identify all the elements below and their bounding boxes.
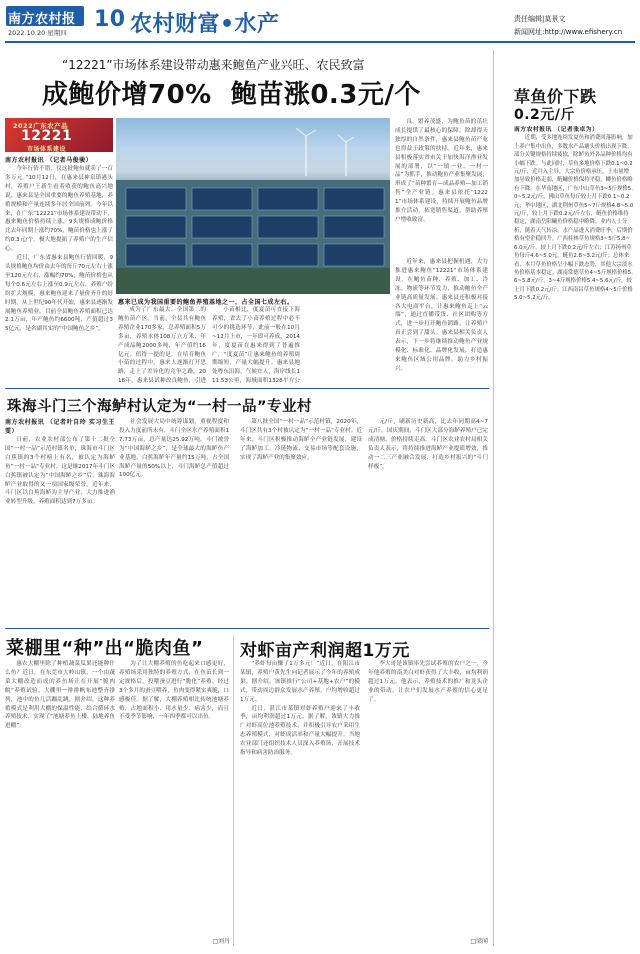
story4-column-2 bbox=[368, 660, 488, 932]
lead-text-1: 今年行情不错，仅这批鲍鱼就卖了一百多万元。”10月12日，在惠来县神泉镇港头村，养殖户王新生看着收获的鲍鱼高兴地说。惠来县是全国重要的鲍鱼养殖基地，养殖规模和产量连续多年居全国前列。今年以来，在广东“12221”市场体系建设带动下，惠来鲍鱼价格持续上涨，9头规格成鲍价格比去年同期上涨约70%，鲍苗价格也上涨了约0.3元/个，极大地提振了养殖户的生产信心。 bbox=[5, 166, 113, 253]
badge-line2: 12221 bbox=[21, 128, 73, 144]
story2-column-4 bbox=[368, 418, 488, 624]
sidebar-subtitle: 0.2元/斤 bbox=[514, 107, 575, 123]
paper-name: 南方农村报 bbox=[8, 12, 76, 27]
story3-column-2 bbox=[119, 660, 229, 932]
story2-byline: 南方农村报讯 （记者叶自玲 实习生王雯） bbox=[5, 419, 115, 435]
masthead-rule bbox=[5, 41, 635, 43]
lead-photo bbox=[116, 118, 390, 294]
lead-column-6 bbox=[395, 258, 488, 386]
story4-text-3: 李大哥是该镇率先尝试养殖的农户之一，今年他养殖的南美白对虾获得了大丰收，亩均利润超过1万元。他表示，养殖技术的推广和龙头企业的带动，让农户们发展水产养殖的信心更足了。 bbox=[368, 661, 488, 703]
lead-headline: 成鲍价增70% 鲍苗涨0.3元/个 bbox=[42, 80, 421, 110]
photo-caption: 惠来已成为我国重要的鲍鱼养殖基地之一，占全国七成左右。 bbox=[118, 299, 294, 306]
lead-badge bbox=[5, 118, 113, 152]
story3-column-1 bbox=[5, 660, 115, 942]
lead-column-1 bbox=[5, 156, 113, 386]
story4-column-1 bbox=[240, 660, 360, 942]
story2-headline: 珠海斗门三个海鲈村认定为“一村一品”专业村 bbox=[7, 399, 313, 415]
issue-date: 2022.10.20 星期四 bbox=[8, 29, 67, 37]
story2-column-2 bbox=[119, 418, 229, 624]
sidebar-byline: 南方农村报讯 （记者张卓为） bbox=[514, 127, 599, 133]
story3-text-2: 为了让大棚养殖的鱼吃起来口感更好，养殖场采用独特的养殖方式，在鱼苗长到一定规格后，投喂蚕豆进行“脆化”养殖。经过3个多月的蚕豆喂养，鱼肉变得紧实爽脆，口感极佳。据了解，大棚养殖相比传统池塘养殖，占地面积小、用水量少、病害少，而且不受季节影响，一年四季都可以出鱼。 bbox=[119, 661, 229, 721]
story4-headline: 对虾亩产利润超1万元 bbox=[240, 641, 410, 661]
aquaculture-farm-illustration bbox=[116, 118, 390, 294]
page-number: 10 bbox=[94, 7, 126, 32]
story2-text-1: 日前，农业农村部公布了第十二批全国“一村一品”示范村镇名单，珠海市斗门区白蕉镇的3个村榜上有名，被认定为海鲈鱼“一村一品”专业村。这是继2017年斗门区白蕉镇被认定为“中国海鲈之乡”后，珠海海鲈产业取得的又一项国家级荣誉。近年来，斗门区以白蕉海鲈为主导产业，大力推进渔业转型升级，养殖面积达到7万多亩。 bbox=[5, 437, 115, 506]
story2-column-3 bbox=[240, 418, 362, 624]
story4-text-2: 近日，湛江市某镇对虾养殖户迎来了丰收季，亩均利润超过1万元。据了解，该镇大力推广对虾高位池养殖技术，并积极引导农户采用生态养殖模式，对虾成活率和产量大幅提升。当地农业部门还组织技术人员深入养殖场，开展技术指导和病害防治服务。 bbox=[240, 705, 360, 757]
lead-text-2: 近日，广东省惠来县鲍鱼行情回暖，9头规格鲍鱼均价由去年的每斤70元左右上涨至120元左右，涨幅约70%；鲍苗价格也从每个0.6元左右上涨至0.9元左右。养殖户纷纷扩大规模，惠来鲍鱼迎来了量价齐升的好时期。从上世纪90年代开始，惠来县逐渐发展鲍鱼养殖业，目前全县鲍鱼养殖面积已达2.1万亩，年产鲍鱼约6600吨，产值超过35亿元，是名副其实的“中国鲍鱼之乡”。 bbox=[5, 255, 113, 333]
story3-credit: □刘丹 bbox=[212, 938, 230, 945]
story3-headline: 菜棚里“种”出“脆肉鱼” bbox=[6, 638, 204, 659]
sidebar-text: 近期，受多地连续发夏鱼和消费回落影响，加上养户集中出鱼，多数水产品塘头价格出现下降，部分关键规格持续疲软，除鲈鱼外各品种价格均有小幅下跌。与此同时，草鱼多地价格下跌0.1~0.2元/斤，近月入主导，大宗鱼价格承压，上市量增加导致价格走弱，鲢鳙价格保持平稳，鲫鱼价格略有下降。在华南地区，广东中山草鱼3~5斤规格5.0~5.2元/斤，佛山草鱼每斤较上月下跌0.1~0.2元；华中地区，湖北荆州草鱼5~7斤规格4.8~5.0元/斤，较上月下跌0.2元/斤左右，鲢鱼价格维持稳定，湖南岳阳鳙鱼价格稳中略降。业内人士分析，随着天气转凉，水产品进入消费旺季，后期价格有望企稳回升。广西桂林草鱼规格3~5斤5.8~6.0元/斤，较上月下跌0.2元/斤左右；江苏扬州草鱼每斤4.6~5.0元，鲢鱼2.8~3.2元/斤；总体来看，本月草鱼价格呈小幅下跌态势，其他大宗淡水鱼价格基本稳定。湖南常德草鱼4~5斤规格价格5.6~5.8元/斤，3~4斤规格价格5.4~5.6元/斤，较上月下跌0.2元/斤；江西南昌草鱼规格4~5斤价格5.0~5.2元/斤。 bbox=[514, 135, 634, 302]
sidebar-body bbox=[514, 126, 634, 948]
lead-kicker: “12221”市场体系建设带动惠来鲍鱼产业兴旺、农民致富 bbox=[62, 58, 365, 72]
section-divider-2 bbox=[5, 628, 489, 629]
section-divider-1 bbox=[5, 388, 489, 389]
story4-text-1: “养虾每亩赚了1万多元！”近日，在阳江市某镇，养殖户黄先生向记者展示了今年的养殖成果。据介绍，该镇推行“公司+基地+农户”的模式，带动周边群众发展水产养殖，户均增收超过1万元。 bbox=[240, 661, 360, 703]
lead-text-6: 近年来，惠来县把握机遇，大力推进惠来鲍鱼“12221”市场体系建设，在鲍鱼苗种、养殖、加工、冷冻、物流等环节发力，推动鲍鱼全产业链高质量发展。惠来县还积极对接各大电商平台，让惠来鲍鱼走上“云端”，通过直播带货、社区团购等方式，进一步打开鲍鱼销路，让养殖户真正尝到了甜头。惠来县相关负责人表示，下一步将继续推动鲍鱼产业规模化、标准化、品牌化发展，打造惠来鲍鱼区域公用品牌，助力乡村振兴。 bbox=[395, 259, 488, 372]
story2-text-2: 社会发展大局中统筹谋划，重视程度和投入力度前所未有。斗门全区水产养殖面积17.73万亩，总产量达25.92万吨。斗门被誉为“中国海鲈之乡”，是全球最大的海鲈鱼产业基地。白蕉海鲈年产量约15万吨，占全国海鲈产量的50%以上，斗门海鲈总产值超过100亿元。 bbox=[119, 419, 229, 479]
story3-text-1: 惠农大棚里除了种植蔬菜瓜果还能种什么鱼？近日，在东莞市大岭山镇，一个由蔬菜大棚改造而成的养鱼场正在开展“脆肉鲩”养殖试验。大棚里一排排帆布池整齐排列，池中的鱼儿活蹦乱跳。据介绍，这种养殖模式是利用大棚的保温性能，结合循环水养殖技术，实现了“池塘养鱼上楼、陆地养鱼进棚”。 bbox=[5, 661, 115, 730]
editor-line: 责任编辑|莫景文 bbox=[514, 15, 566, 23]
story2-column-1 bbox=[5, 418, 115, 624]
sidebar-title: 草鱼价下跌 bbox=[514, 87, 597, 106]
lead-text-4: 小苗相比，度夏苗可直接下海养殖，省去了小苗养殖过程中必不可少的挑选环节，此前一般在10月~12月上市，一年即可养成，2014年，度夏苗在惠来得到了普遍推广，“度夏苗”让惠来鲍鱼的养殖周期缩短，产量大幅提升。惠来县地处粤东沿海，气候宜人，海岸线长111.53公里，海域面积1328平方公 bbox=[212, 307, 300, 385]
lead-column-4 bbox=[212, 306, 300, 386]
lead-text-5: 良、繁养茂盛，为鲍鱼苗的茁壮成长提供了最核心的保障。除却得天独厚的自然条件，惠来县鲍鱼苗产业也得益于政策的扶持。近年来，惠来县积极落实省市关于加快海洋渔业发展的部署，以“一镇一业、一村一品”为抓手，推动鲍鱼产业集聚发展，形成了“苗种繁育—成品养殖—加工销售”全产业链。惠来县依托“12221”市场体系建设，持续开展鲍鱼品牌推介活动，拓宽销售渠道，帮助养殖户增收致富。 bbox=[395, 119, 488, 223]
section-title: 农村财富•水产 bbox=[130, 12, 280, 37]
masthead bbox=[0, 0, 640, 42]
lead-byline: 南方农村报讯 （记者马俊骏） bbox=[5, 157, 93, 164]
lead-column-3 bbox=[118, 306, 206, 386]
badge-line1: 2022广东农产品 bbox=[13, 122, 69, 130]
sidebar-divider bbox=[493, 50, 494, 946]
website-line: 新闻网址:http://www.efishery.cn bbox=[514, 28, 623, 36]
badge-line3: 市场体系建设 bbox=[27, 146, 67, 153]
story2-text-4: 元/斤，刷新历史新高，比去年同期高4~7元/斤。国庆期间，斗门区大部分海鲈养殖户已完成清塘，价格持续走高。斗门区农业农村局相关负责人表示，将持续推进海鲈产业提质增效，推动一二三产业融合发展，打造乡村振兴的“斗门样板”。 bbox=[368, 419, 488, 470]
story4-credit: □梁闻 bbox=[470, 938, 488, 945]
column-divider bbox=[233, 636, 234, 946]
lead-text-3: 成为了广东最大、全国第二的鲍鱼苗产区。当前，全县共有鲍鱼养殖企业170多家，总养殖面积5万多亩，养殖水体108万立方米，年产成品鲍2000多吨，年产值约16亿元。值得一提的是，在培育鲍鱼小苗的过程中，惠来人逐渐打开思路，走上了差异化的竞争之路。2018年，惠来县试种改良鲍鱼，引进 bbox=[118, 307, 206, 385]
story2-text-3: 第八批全国“一村一品”示范村镇，2020年，斗门区共有3个村被认定为“一村一品”专业村。近年来，斗门区积极推动海鲈全产业链发展，建设了海鲈加工、冷链物流、交易市场等配套设施，实现了海鲈产业的集聚效应。 bbox=[240, 419, 362, 461]
